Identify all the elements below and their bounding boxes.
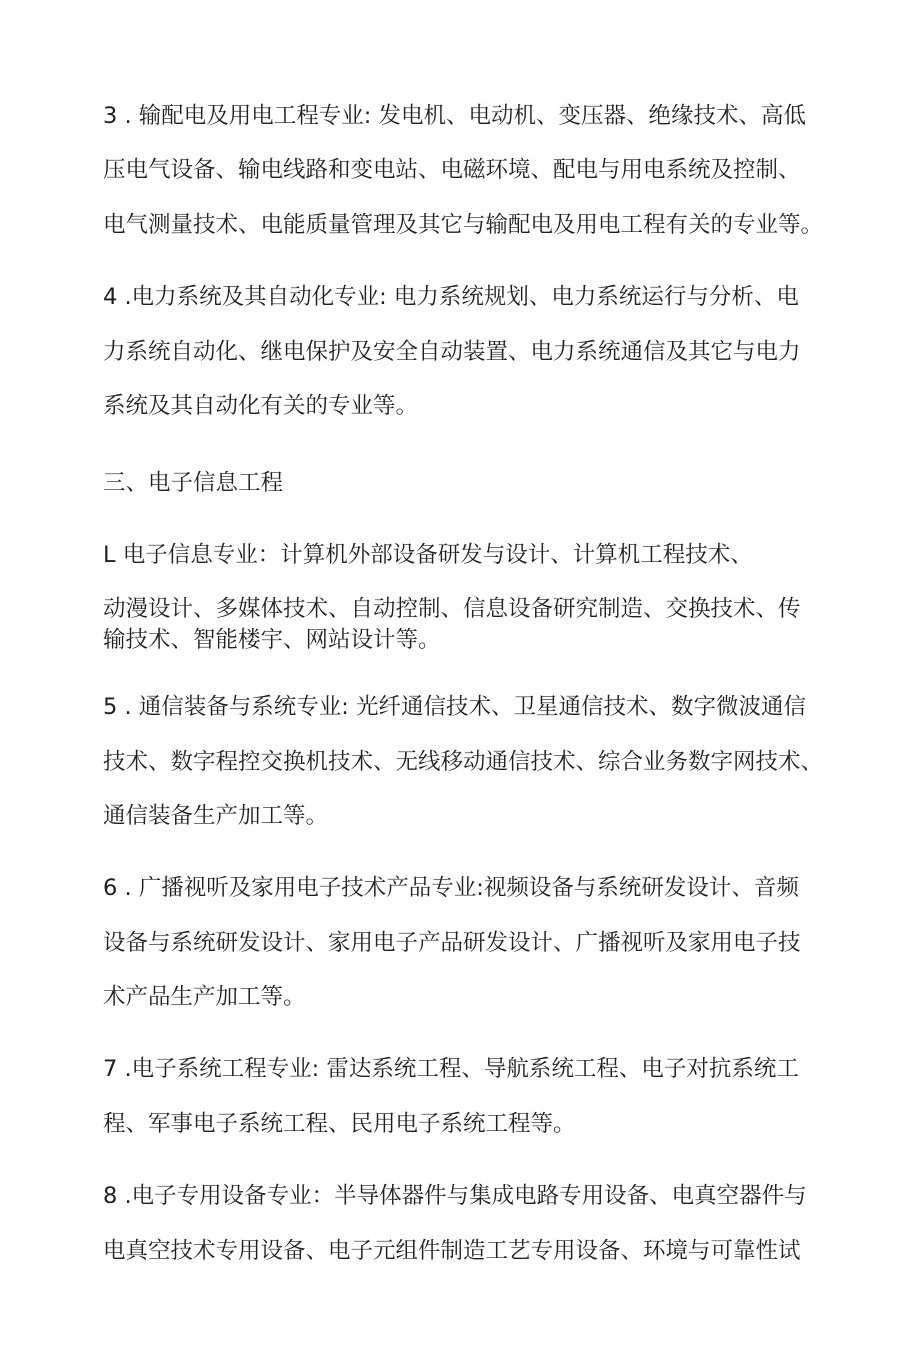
text-line: 3 . 输配电及用电工程专业: 发电机、电动机、变压器、绝缘技术、高低 [103,103,807,129]
text-line: 技术、数字程控交换机技术、无线移动通信技术、综合业务数字网技术、 [103,749,824,775]
text-line: 电气测量技术、电能质量管理及其它与输配电及用电工程有关的专业等。 [103,212,824,238]
text-line: 通信装备生产加工等。 [103,803,329,829]
section-heading: 三、电子信息工程 [103,470,284,496]
text-line: 电真空技术专用设备、电子元组件制造工艺专用设备、环境与可靠性试 [103,1238,801,1264]
text-line: 系统及其自动化有关的专业等。 [103,393,419,419]
text-line: 压电气设备、输电线路和变电站、电磁环境、配电与用电系统及控制、 [103,157,801,183]
text-line: 程、军事电子系统工程、民用电子系统工程等。 [103,1111,576,1137]
text-line: 6 . 广播视听及家用电子技术产品专业:视频设备与系统研发设计、音频 [103,875,799,901]
text-line: 力系统自动化、继电保护及安全自动装置、电力系统通信及其它与电力 [103,339,801,365]
text-line: 术产品生产加工等。 [103,984,306,1010]
text-line: 8 .电子专用设备专业：半导体器件与集成电路专用设备、电真空器件与 [103,1183,807,1209]
text-line: 7 .电子系统工程专业: 雷达系统工程、导航系统工程、电子对抗系统工 [103,1056,799,1082]
text-line: 动漫设计、多媒体技术、自动控制、信息设备研究制造、交换技术、传 [103,596,801,622]
text-line: 4 .电力系统及其自动化专业: 电力系统规划、电力系统运行与分析、电 [103,284,799,310]
text-line: 设备与系统研发设计、家用电子产品研发设计、广播视听及家用电子技 [103,930,801,956]
text-line: 输技术、智能楼宇、网站设计等。 [103,627,441,653]
text-line: 5 . 通信装备与系统专业: 光纤通信技术、卫星通信技术、数字微波通信 [103,694,807,720]
text-line: L 电子信息专业：计算机外部设备研发与设计、计算机工程技术、 [103,542,753,568]
